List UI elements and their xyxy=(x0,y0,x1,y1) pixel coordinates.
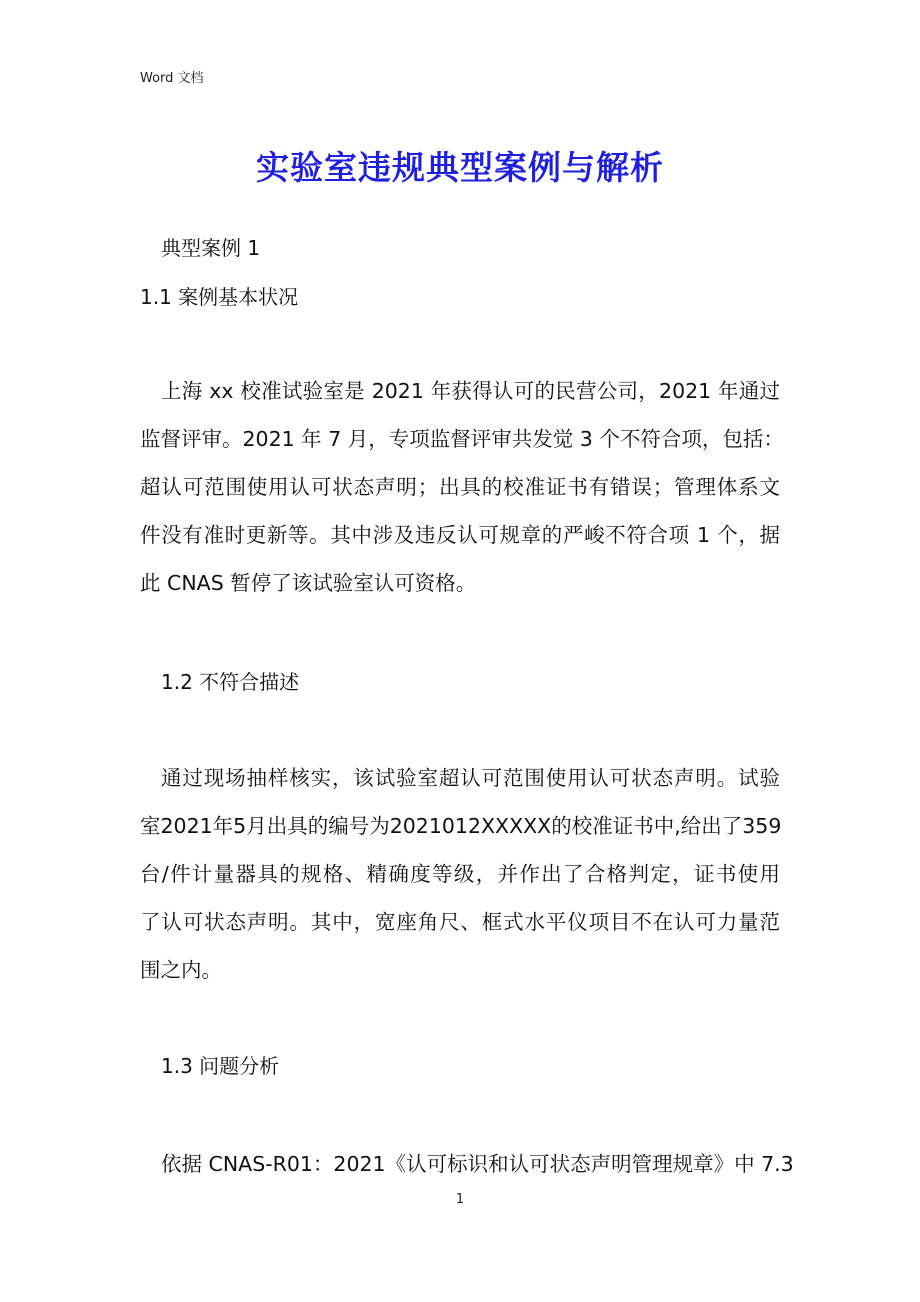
section-1-2-heading: 1.2 不符合描述 xyxy=(161,670,300,694)
paragraph-line: 通过现场抽样核实，该试验室超认可范围使用认可状态声明。试验 xyxy=(161,766,780,790)
paragraph-line: 了认可状态声明。其中，宽座角尺、框式水平仪项目不在认可力量范 xyxy=(140,910,780,934)
paragraph-line: 件没有准时更新等。其中涉及违反认可规章的严峻不符合项 1 个，据 xyxy=(140,523,780,547)
case-heading: 典型案例 1 xyxy=(161,236,261,260)
paragraph-line: 此 CNAS 暂停了该试验室认可资格。 xyxy=(140,571,477,595)
paragraph-line: 室2021年5月出具的编号为2021012XXXXX的校准证书中,给出了359 xyxy=(140,814,782,838)
paragraph-line: 依据 CNAS-R01：2021《认可标识和认可状态声明管理规章》中 7.3 xyxy=(161,1152,794,1176)
section-1-3-heading: 1.3 问题分析 xyxy=(161,1054,280,1078)
document-title: 实验室违规典型案例与解析 xyxy=(256,148,664,187)
paragraph-line: 台/件计量器具的规格、精确度等级，并作出了合格判定，证书使用 xyxy=(140,862,780,886)
page-number: 1 xyxy=(455,1192,465,1207)
paragraph-line: 超认可范围使用认可状态声明；出具的校准证书有错误；管理体系文 xyxy=(140,475,780,499)
section-1-1-heading: 1.1 案例基本状况 xyxy=(140,285,299,309)
paragraph-line: 上海 xx 校准试验室是 2021 年获得认可的民营公司，2021 年通过 xyxy=(161,379,780,403)
paragraph-line: 监督评审。2021 年 7 月，专项监督评审共发觉 3 个不符合项，包括： xyxy=(140,427,784,451)
paragraph-line: 围之内。 xyxy=(140,958,222,982)
header-label: Word 文档 xyxy=(140,71,204,86)
